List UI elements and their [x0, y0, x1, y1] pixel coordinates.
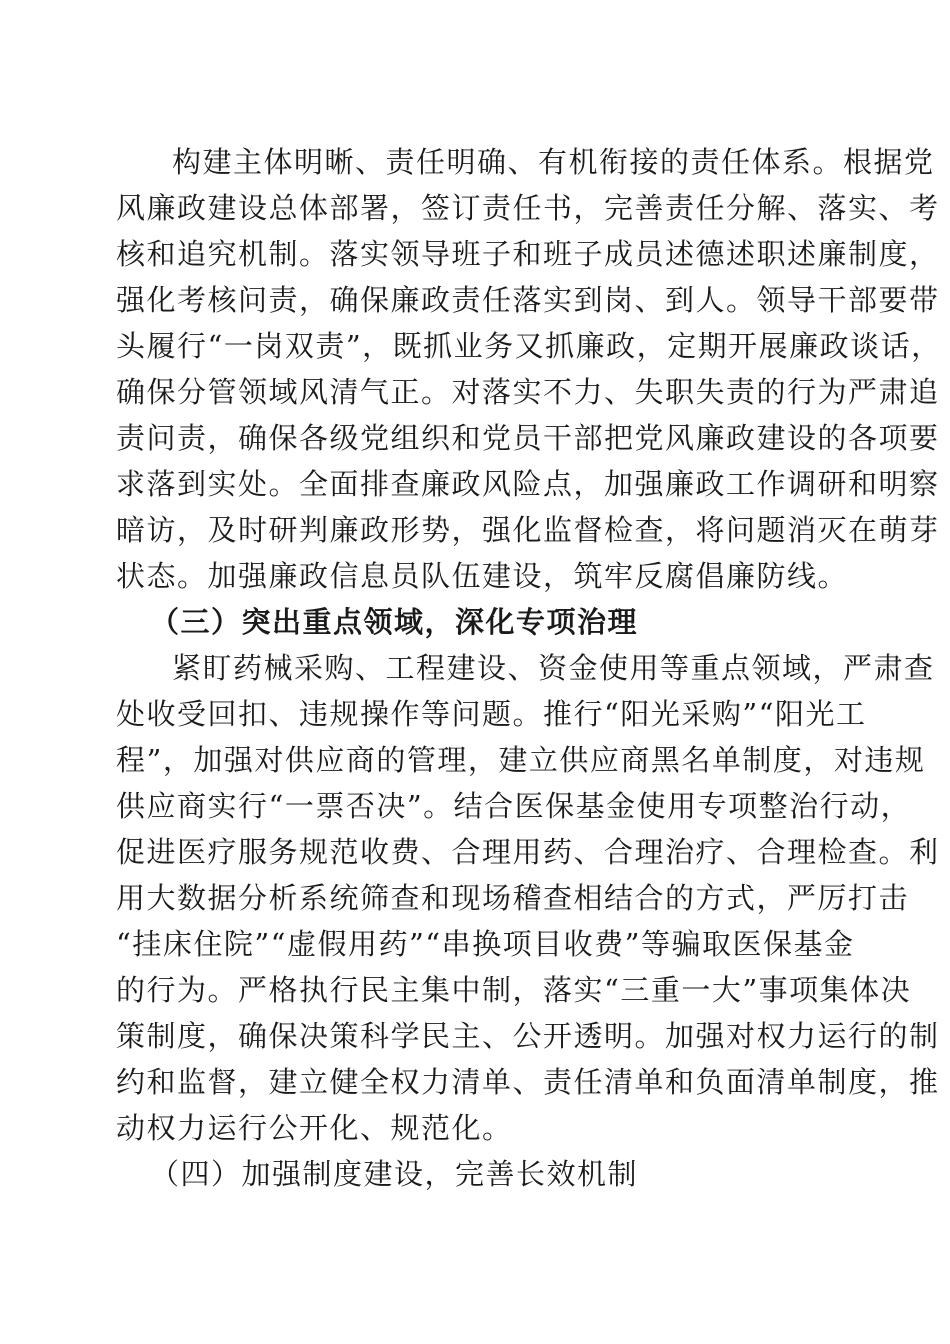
paragraph-2-line-6: 用大数据分析系统筛查和现场稽查相结合的方式，严厉打击 [116, 881, 910, 915]
paragraph-1-line-1: 构建主体明晰、责任明确、有机衔接的责任体系。根据党 [172, 145, 935, 179]
paragraph-1-line-3: 核和追究机制。落实领导班子和班子成员述德述职述廉制度， [116, 237, 940, 271]
paragraph-2-line-2: 处收受回扣、违规操作等问题。推行“阳光采购”“阳光工 [116, 697, 867, 731]
paragraph-1-line-8: 求落到实处。全面排查廉政风险点，加强廉政工作调研和明察 [116, 467, 940, 501]
section-heading-4: （四）加强制度建设，完善长效机制 [150, 1157, 639, 1191]
paragraph-2-line-7: “挂床住院”“虚假用药”“串换项目收费”等骗取医保基金 [116, 927, 855, 961]
paragraph-2-line-1: 紧盯药械采购、工程建设、资金使用等重点领域，严肃查 [172, 651, 935, 685]
paragraph-1-line-4: 强化考核问责，确保廉政责任落实到岗、到人。领导干部要带 [116, 283, 940, 317]
paragraph-2-line-8: 的行为。严格执行民主集中制，落实“三重一大”事项集体决 [116, 973, 912, 1007]
paragraph-1-line-9: 暗访，及时研判廉政形势，强化监督检查，将问题消灭在萌芽 [116, 513, 940, 547]
paragraph-2-line-4: 供应商实行“一票否决”。结合医保基金使用专项整治行动， [116, 789, 912, 823]
paragraph-1-line-7: 责问责，确保各级党组织和党员干部把党风廉政建设的各项要 [116, 421, 940, 455]
paragraph-2-line-10: 约和监督，建立健全权力清单、责任清单和负面清单制度，推 [116, 1065, 940, 1099]
paragraph-1-line-6: 确保分管领域风清气正。对落实不力、失职失责的行为严肃追 [116, 375, 940, 409]
paragraph-2-line-5: 促进医疗服务规范收费、合理用药、合理治疗、合理检查。利 [116, 835, 940, 869]
paragraph-2-line-11: 动权力运行公开化、规范化。 [116, 1111, 513, 1145]
paragraph-2-line-9: 策制度，确保决策科学民主、公开透明。加强对权力运行的制 [116, 1019, 940, 1053]
paragraph-1-line-2: 风廉政建设总体部署，签订责任书，完善责任分解、落实、考 [116, 191, 940, 225]
paragraph-1-line-10: 状态。加强廉政信息员队伍建设，筑牢反腐倡廉防线。 [116, 559, 849, 593]
paragraph-2-line-3: 程”，加强对供应商的管理，建立供应商黑名单制度，对违规 [116, 743, 926, 777]
section-heading-3: （三）突出重点领域，深化专项治理 [150, 605, 639, 639]
paragraph-1-line-5: 头履行“一岗双责”，既抓业务又抓廉政，定期开展廉政谈话， [116, 329, 942, 363]
